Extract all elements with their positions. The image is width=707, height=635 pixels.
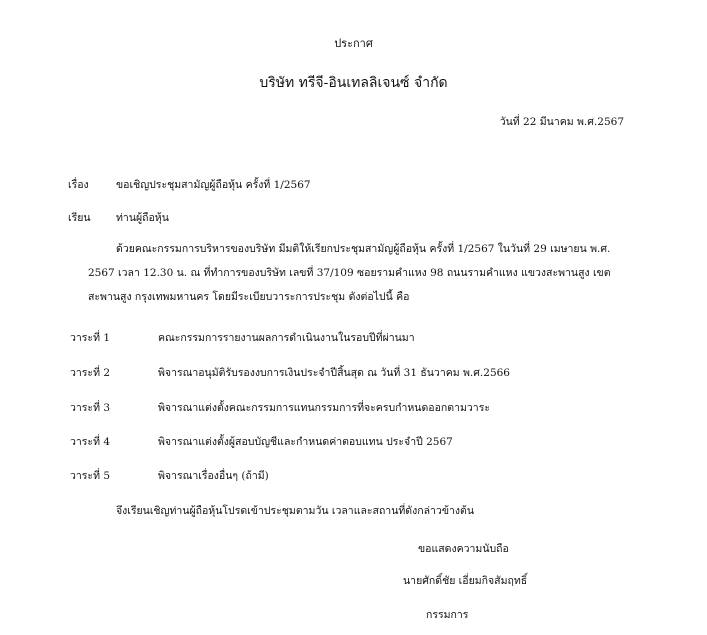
signer-position: กรรมการ (426, 609, 469, 621)
agenda-number: วาระที่ 2 (70, 367, 111, 379)
agenda-item: พิจารณาแต่งตั้งผู้สอบบัญชีและกำหนดค่าตอบแทน ประจำปี 2567 (158, 436, 453, 448)
agenda-number: วาระที่ 1 (70, 332, 111, 344)
subject-label: เรื่อง (68, 179, 89, 191)
signer-name: นายศักดิ์ชัย เอี่ยมกิจสัมฤทธิ์ (403, 575, 528, 587)
document-date: วันที่ 22 มีนาคม พ.ศ.2567 (499, 116, 624, 128)
recipient-text: ท่านผู้ถือหุ้น (116, 212, 169, 224)
closing-statement: จึงเรียนเชิญท่านผู้ถือหุ้นโปรดเข้าประชุมตามวัน เวลาและสถานที่ดังกล่าวข้างต้น (116, 505, 475, 517)
agenda-item: พิจารณาอนุมัติรับรองงบการเงินประจำปีสิ้นสุด ณ วันที่ 31 ธันวาคม พ.ศ.2566 (158, 367, 510, 379)
body-paragraph (88, 237, 636, 309)
agenda-number: วาระที่ 4 (70, 436, 111, 448)
document-title: ประกาศ (334, 37, 373, 50)
respect-closing: ขอแสดงความนับถือ (418, 543, 509, 555)
body-paragraph-text: ด้วยคณะกรรมการบริหารของบริษัท มีมติให้เรียกประชุมสามัญผู้ถือหุ้น ครั้งที่ 1/2567 ในวันที่ 29 เมษายน พ.ศ. 2567 เวลา 12.30 น. ณ ที่ทำการของบริษัท เลขที่ 37/109 ซอยรามคำแหง 98 ถนนรามคำแหง แขวงสะพานสูง เขตสะพานสูง กรุงเทพมหานคร โดยมีระเบียบวาระการประชุม ดังต่อไปนี้ คือ (88, 243, 611, 303)
agenda-item: คณะกรรมการรายงานผลการดำเนินงานในรอบปีที่ผ่านมา (158, 332, 415, 344)
agenda-item: พิจารณาแต่งตั้งคณะกรรมการแทนกรรมการที่จะครบกำหนดออกตามวาระ (158, 402, 490, 414)
recipient-label: เรียน (68, 212, 91, 224)
company-name: บริษัท ทรีจี-อินเทลลิเจนซ์ จำกัด (259, 75, 448, 91)
agenda-item: พิจารณาเรื่องอื่นๆ (ถ้ามี) (158, 470, 269, 482)
agenda-number: วาระที่ 5 (70, 470, 111, 482)
subject-text: ขอเชิญประชุมสามัญผู้ถือหุ้น ครั้งที่ 1/2567 (116, 179, 311, 191)
agenda-number: วาระที่ 3 (70, 402, 111, 414)
